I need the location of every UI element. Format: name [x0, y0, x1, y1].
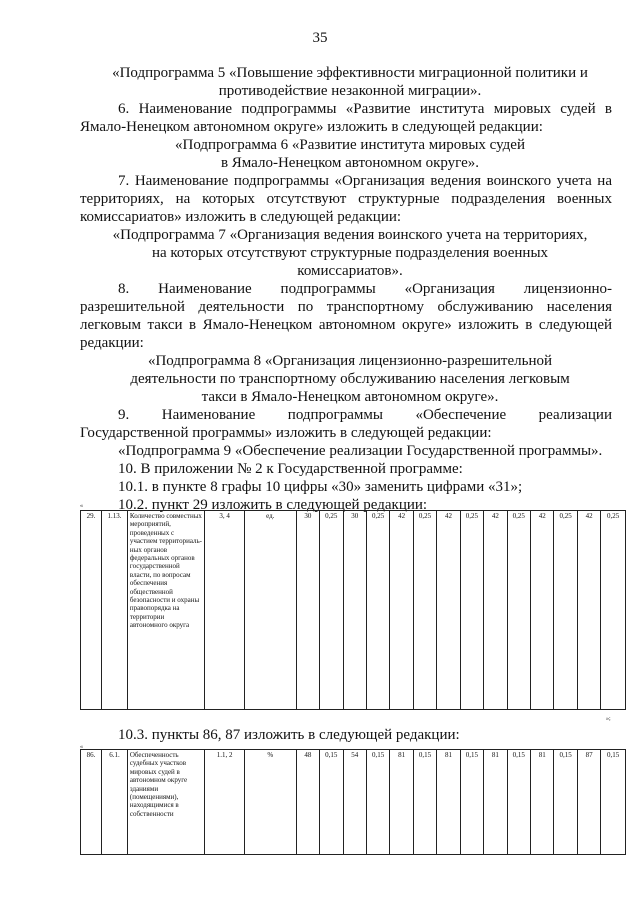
cell-value: 0,25: [413, 511, 436, 710]
table-row: [81, 511, 626, 710]
cell-code: 6.1.: [102, 750, 128, 855]
text-line: редакции:: [80, 335, 144, 351]
table-point-29: [80, 510, 626, 710]
cell-value: 81: [437, 750, 460, 855]
cell-reference: 3, 4: [205, 511, 245, 710]
cell-value: 87: [577, 750, 600, 855]
text-line: Государственной программы» изложить в следующей редакции:: [80, 425, 492, 441]
page-number: 35: [312, 30, 328, 46]
cell-value: 0,15: [460, 750, 483, 855]
cell-value: 0,25: [554, 511, 577, 710]
text-line: 10.1. в пункте 8 графы 10 цифры «30» заменить цифрами «31»;: [118, 479, 523, 495]
quote-open-mark: «: [80, 744, 83, 750]
cell-value: 0,15: [366, 750, 389, 855]
cell-value: 0,15: [507, 750, 530, 855]
cell-code: 1.13.: [102, 511, 128, 710]
cell-value: 42: [577, 511, 600, 710]
text-line: 7. Наименование подпрограммы «Организация ведения воинского учета на: [118, 173, 612, 189]
cell-value: 0,15: [554, 750, 577, 855]
cell-value: 0,15: [320, 750, 343, 855]
text-line: «Подпрограмма 5 «Повышение эффективности миграционной политики и: [112, 65, 588, 81]
text-line: комиссариатов».: [297, 263, 403, 279]
cell-unit: ед.: [245, 511, 297, 710]
text-line: 10. В приложении № 2 к Государственной программе:: [118, 461, 463, 477]
text-line: комиссариатов» изложить в следующей редакции:: [80, 209, 402, 225]
cell-value: 0,25: [320, 511, 343, 710]
text-line: 9. Наименование подпрограммы «Обеспечение реализации: [118, 407, 612, 423]
table-points-86-87: [80, 749, 626, 855]
text-line: 8. Наименование подпрограммы «Организация лицензионно-: [118, 281, 612, 297]
cell-value: 42: [484, 511, 507, 710]
text-line: «Подпрограмма 8 «Организация лицензионно-разрешительной: [147, 353, 553, 369]
cell-value: 54: [343, 750, 366, 855]
text-line: в Ямало-Ненецком автономном округе».: [220, 155, 480, 171]
cell-value: 42: [437, 511, 460, 710]
text-line: деятельности по транспортному обслуживанию населения легковым: [130, 371, 570, 387]
text-line: 10.3. пункты 86, 87 изложить в следующей редакции:: [118, 727, 460, 743]
cell-value: 81: [390, 750, 413, 855]
cell-unit: %: [245, 750, 297, 855]
cell-reference: 1.1, 2: [205, 750, 245, 855]
cell-value: 0,25: [366, 511, 389, 710]
text-line: легковым такси в Ямало-Ненецком автономном округе» изложить в следующей: [80, 317, 612, 333]
cell-value: 42: [531, 511, 554, 710]
cell-value: 0,15: [601, 750, 626, 855]
text-line: 10.2. пункт 29 изложить в следующей редакции:: [118, 497, 428, 513]
text-line: разрешительной деятельности по транспортному обслуживанию населения: [80, 299, 612, 315]
cell-value: 81: [531, 750, 554, 855]
cell-number: 29.: [81, 511, 102, 710]
text-line: территориях, на которых отсутствуют структурные подразделения военных: [80, 191, 612, 207]
cell-value: 0,25: [460, 511, 483, 710]
text-line: Ямало-Ненецком автономном округе» изложить в следующей редакции:: [80, 119, 543, 135]
text-line: «Подпрограмма 7 «Организация ведения воинского учета на территориях,: [112, 227, 588, 243]
cell-value: 0,15: [413, 750, 436, 855]
cell-value: 81: [484, 750, 507, 855]
cell-value: 48: [296, 750, 319, 855]
cell-value: 0,25: [601, 511, 626, 710]
cell-value: 0,25: [507, 511, 530, 710]
text-line: такси в Ямало-Ненецком автономном округе».: [201, 389, 499, 405]
cell-number: 86.: [81, 750, 102, 855]
table-row: [81, 750, 626, 855]
cell-value: 30: [343, 511, 366, 710]
cell-indicator-name: Обеспеченность судебных участков мировых судей в автономном округе зданиями (помещениями), находящимися в собственности: [127, 750, 204, 855]
text-line: противодействие незаконной миграции».: [218, 83, 482, 99]
cell-value: 30: [296, 511, 319, 710]
quote-close-mark: »;: [606, 716, 611, 722]
text-line: «Подпрограмма 9 «Обеспечение реализации Государственной программы».: [118, 443, 603, 459]
cell-value: 42: [390, 511, 413, 710]
text-line: на которых отсутствуют структурные подразделения военных: [151, 245, 549, 261]
text-line: «Подпрограмма 6 «Развитие института мировых судей: [175, 137, 525, 153]
cell-indicator-name: Количество совместных мероприятий, проведенных с участием территориаль-ных органов федеральных органов государственной власти, по вопросам обеспечения общественной безопасности и охраны правопорядка на территории автономного округа: [127, 511, 204, 710]
quote-open-mark: «: [80, 503, 83, 509]
text-line: 6. Наименование подпрограммы «Развитие института мировых судей в: [118, 101, 612, 117]
